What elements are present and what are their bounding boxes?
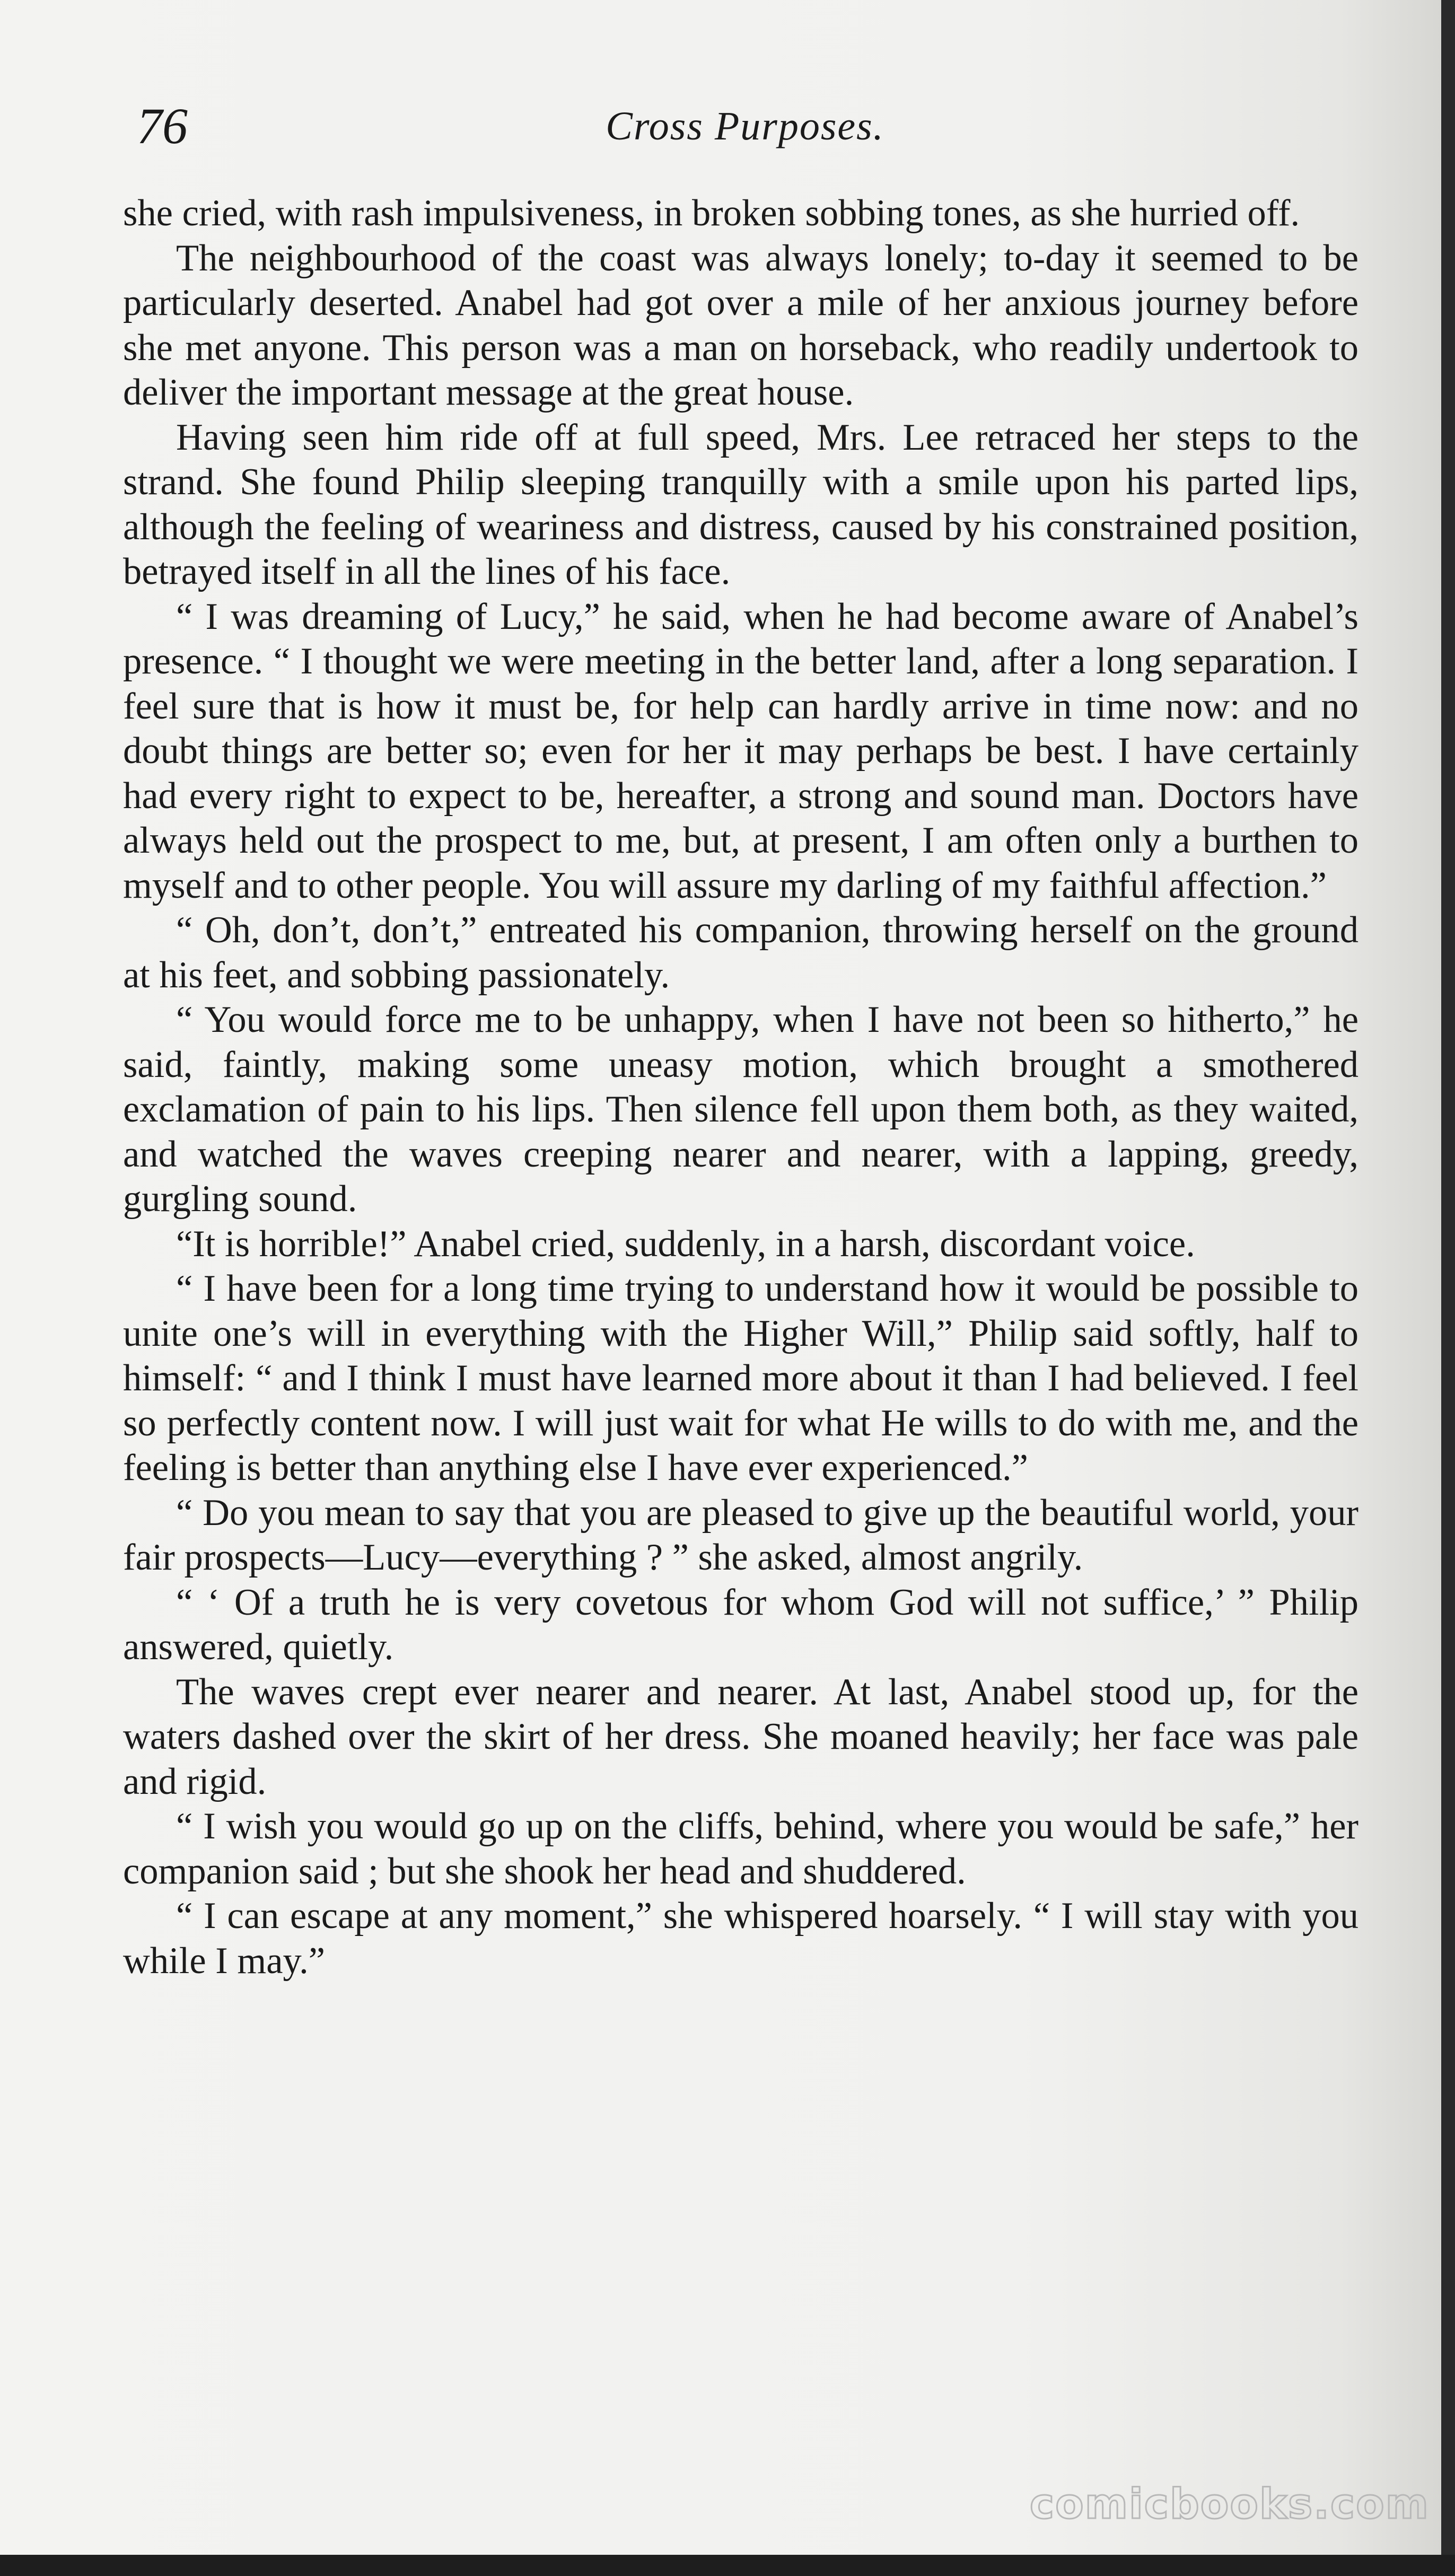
paragraph: “ ‘ Of a truth he is very covetous for whom God will not suffice,’ ” Philip answered, quietly. bbox=[123, 1581, 1358, 1668]
paragraph: “ I was dreaming of Lucy,” he said, when he had become aware of Anabel’s presence. “ I thought we were meeting in the better land, after a long separation. I feel sure that is how it must be, for help can hardly arrive in time now: and no doubt things are better so; even for her it may perhaps be best. I have certainly had every right to expect to be, hereafter, a strong and sound man. Doctors have always held out the prospect to me, but, at present, I am often only a burthen to myself and to other people. You will assure my darling of my faithful affection.” bbox=[123, 595, 1358, 906]
page-number: 76 bbox=[137, 98, 188, 154]
paragraph: “ Oh, don’t, don’t,” entreated his companion, throwing herself on the ground at his feet, and sobbing passionately. bbox=[123, 909, 1358, 996]
paragraph: “ Do you mean to say that you are pleased to give up the beautiful world, your fair prospects—Lucy—everything ? ” she asked, almost angrily. bbox=[123, 1492, 1358, 1578]
paragraph: The waves crept ever nearer and nearer. At last, Anabel stood up, for the waters dashed over the skirt of her dress. She moaned heavily; her face was pale and rigid. bbox=[123, 1671, 1358, 1802]
running-head: Cross Purposes. bbox=[606, 104, 884, 148]
paragraph: “ I have been for a long time trying to understand how it would be possible to unite one’s will in everything with the Higher Will,” Philip said softly, half to himself: “ and I think I must have learned more about it than I had believed. I feel so perfectly content now. I will just wait for what He wills to do with me, and the feeling is better than anything else I have ever experienced.” bbox=[123, 1268, 1358, 1488]
paragraph: The neighbourhood of the coast was always lonely; to-day it seemed to be particularly deserted. Anabel had got over a mile of her anxious journey before she met anyone. This person was a man on horseback, who readily undertook to deliver the important message at the great house. bbox=[123, 237, 1358, 413]
paragraph: “ I can escape at any moment,” she whispered hoarsely. “ I will stay with you while I may.” bbox=[123, 1895, 1358, 1982]
paragraph: she cried, with rash impulsiveness, in broken sobbing tones, as she hurried off. bbox=[123, 192, 1300, 234]
paragraph: “ I wish you would go up on the cliffs, behind, where you would be safe,” her companion said ; but she shook her head and shuddered. bbox=[123, 1806, 1358, 1892]
body-text bbox=[123, 191, 1358, 1983]
scan-edge-bottom bbox=[0, 2555, 1455, 2576]
scan-edge-right bbox=[1441, 0, 1455, 2576]
page-header bbox=[127, 94, 1363, 158]
paragraph: “ You would force me to be unhappy, when I have not been so hitherto,” he said, faintly, making some uneasy motion, which brought a smothered exclamation of pain to his lips. Then silence fell upon them both, as they waited, and watched the waves creeping nearer and nearer, with a lapping, greedy, gurgling sound. bbox=[123, 999, 1358, 1220]
paragraph: Having seen him ride off at full speed, Mrs. Lee retraced her steps to the strand. She found Philip sleeping tranquilly with a smile upon his parted lips, although the feeling of weariness and distress, caused by his constrained position, betrayed itself in all the lines of his face. bbox=[123, 416, 1358, 592]
watermark: comicbooks.com bbox=[1029, 2481, 1430, 2528]
paragraph: “It is horrible!” Anabel cried, suddenly, in a harsh, discordant voice. bbox=[176, 1223, 1195, 1265]
